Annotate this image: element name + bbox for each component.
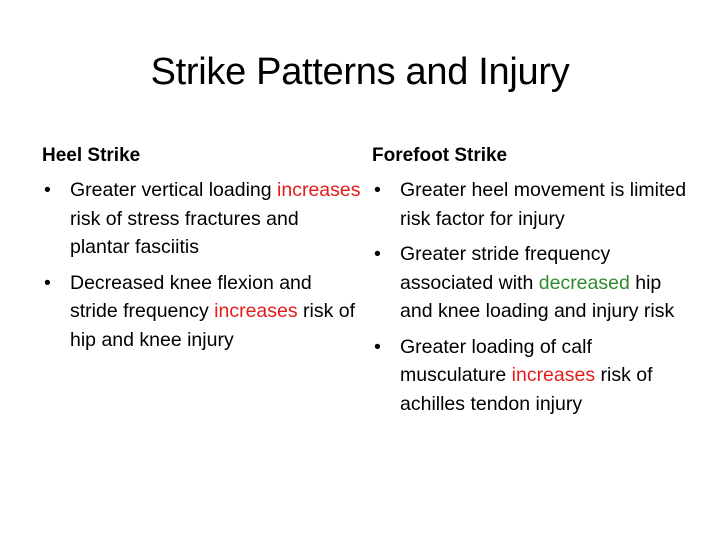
bullet-text-segment: risk of stress fractures and plantar fasciitis xyxy=(70,207,299,258)
forefoot-strike-heading: Forefoot Strike xyxy=(372,145,508,166)
slide-title: Strike Patterns and Injury xyxy=(150,51,570,93)
bullet-text-segment: Greater stride frequency associated with xyxy=(400,243,611,294)
risk-increase-highlight: increases xyxy=(277,179,361,201)
bullet-icon: • xyxy=(374,179,381,201)
bullet-text-segment: Greater heel movement is limited risk factor for injury xyxy=(400,179,687,230)
bullet-text-segment: Greater loading of calf musculature xyxy=(400,335,592,386)
bullet-item xyxy=(372,333,692,419)
risk-decrease-highlight: decreased xyxy=(538,271,630,294)
bullet-text-segment: risk of achilles tendon injury xyxy=(400,364,653,415)
bullet-text-segment: Decreased knee flexion and stride frequency xyxy=(70,271,312,322)
bullet-text-segment: hip and knee loading and injury risk xyxy=(400,271,675,322)
bullet-icon: • xyxy=(374,243,381,265)
risk-increase-highlight: increases xyxy=(214,300,298,322)
bullet-item xyxy=(42,176,362,262)
forefoot-strike-column xyxy=(372,142,692,425)
bullet-item xyxy=(42,269,362,355)
heel-strike-bullets xyxy=(42,176,362,354)
bullet-icon: • xyxy=(44,179,51,201)
bullet-icon: • xyxy=(44,271,51,294)
bullet-icon: • xyxy=(374,335,381,358)
bullet-item xyxy=(372,240,692,326)
bullet-text-segment: risk of hip and knee injury xyxy=(70,300,356,351)
heel-strike-heading: Heel Strike xyxy=(42,145,141,166)
bullet-text-segment: Greater vertical loading xyxy=(70,179,278,201)
risk-increase-highlight: increases xyxy=(511,364,596,386)
forefoot-strike-bullets xyxy=(372,176,692,418)
heel-strike-column xyxy=(42,142,362,361)
bullet-item xyxy=(372,176,692,233)
